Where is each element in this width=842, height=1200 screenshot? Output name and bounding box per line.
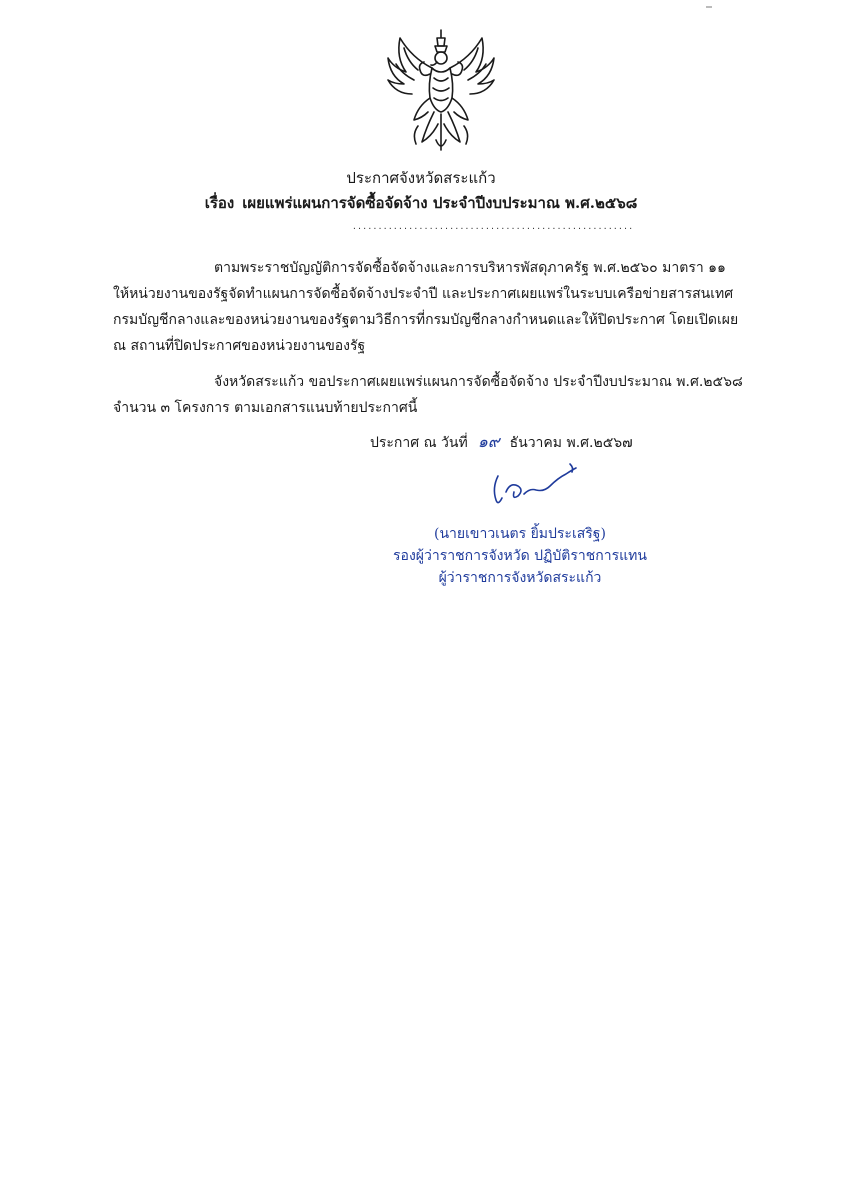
paragraph1-line2: ให้หน่วยงานของรัฐจัดทำแผนการจัดซื้อจัดจ้างประจำปี และประกาศเผยแพร่ในระบบเครือข่ายสารสนเทศ <box>113 286 734 302</box>
title-separator: ....................................................... <box>352 222 634 231</box>
date-month-year: ธันวาคม พ.ศ.๒๕๖๗ <box>509 435 633 451</box>
paragraph1-line3: กรมบัญชีกลางและของหน่วยงานของรัฐตามวิธีการที่กรมบัญชีกลางกำหนดและให้ปิดประกาศ โดยเปิดเผย <box>113 312 739 328</box>
paragraph1-line4: ณ สถานที่ปิดประกาศของหน่วยงานของรัฐ <box>113 338 366 354</box>
signer-position-line2: ผู้ว่าราชการจังหวัดสระแก้ว <box>438 570 602 586</box>
announcement-date <box>370 432 633 453</box>
date-day-handwritten: ๑๙ <box>477 432 500 451</box>
subject-text: เผยแพร่แผนการจัดซื้อจัดจ้าง ประจำปีงบประมาณ พ.ศ.๒๕๖๘ <box>242 194 638 212</box>
handwritten-signature <box>484 458 584 514</box>
date-prefix: ประกาศ ณ วันที่ <box>370 435 468 451</box>
subject-label: เรื่อง <box>204 194 235 212</box>
announcement-subject <box>0 193 842 213</box>
signer-position-line1: รองผู้ว่าราชการจังหวัด ปฏิบัติราชการแทน <box>393 548 647 564</box>
signer-name: (นายเขาวเนตร ยิ้มประเสริฐ) <box>434 526 606 542</box>
scan-speck <box>706 6 712 8</box>
paragraph2-line2: จำนวน ๓ โครงการ ตามเอกสารแนบท้ายประกาศนี้ <box>113 400 418 416</box>
announcement-title: ประกาศจังหวัดสระแก้ว <box>346 169 496 187</box>
paragraph1-line1: ตามพระราชบัญญัติการจัดซื้อจัดจ้างและการบริหารพัสดุภาครัฐ พ.ศ.๒๕๖๐ มาตรา ๑๑ <box>214 260 726 276</box>
paragraph2-line1: จังหวัดสระแก้ว ขอประกาศเผยแพร่แผนการจัดซื้อจัดจ้าง ประจำปีงบประมาณ พ.ศ.๒๕๖๘ <box>214 374 743 390</box>
garuda-emblem-icon <box>382 28 500 154</box>
